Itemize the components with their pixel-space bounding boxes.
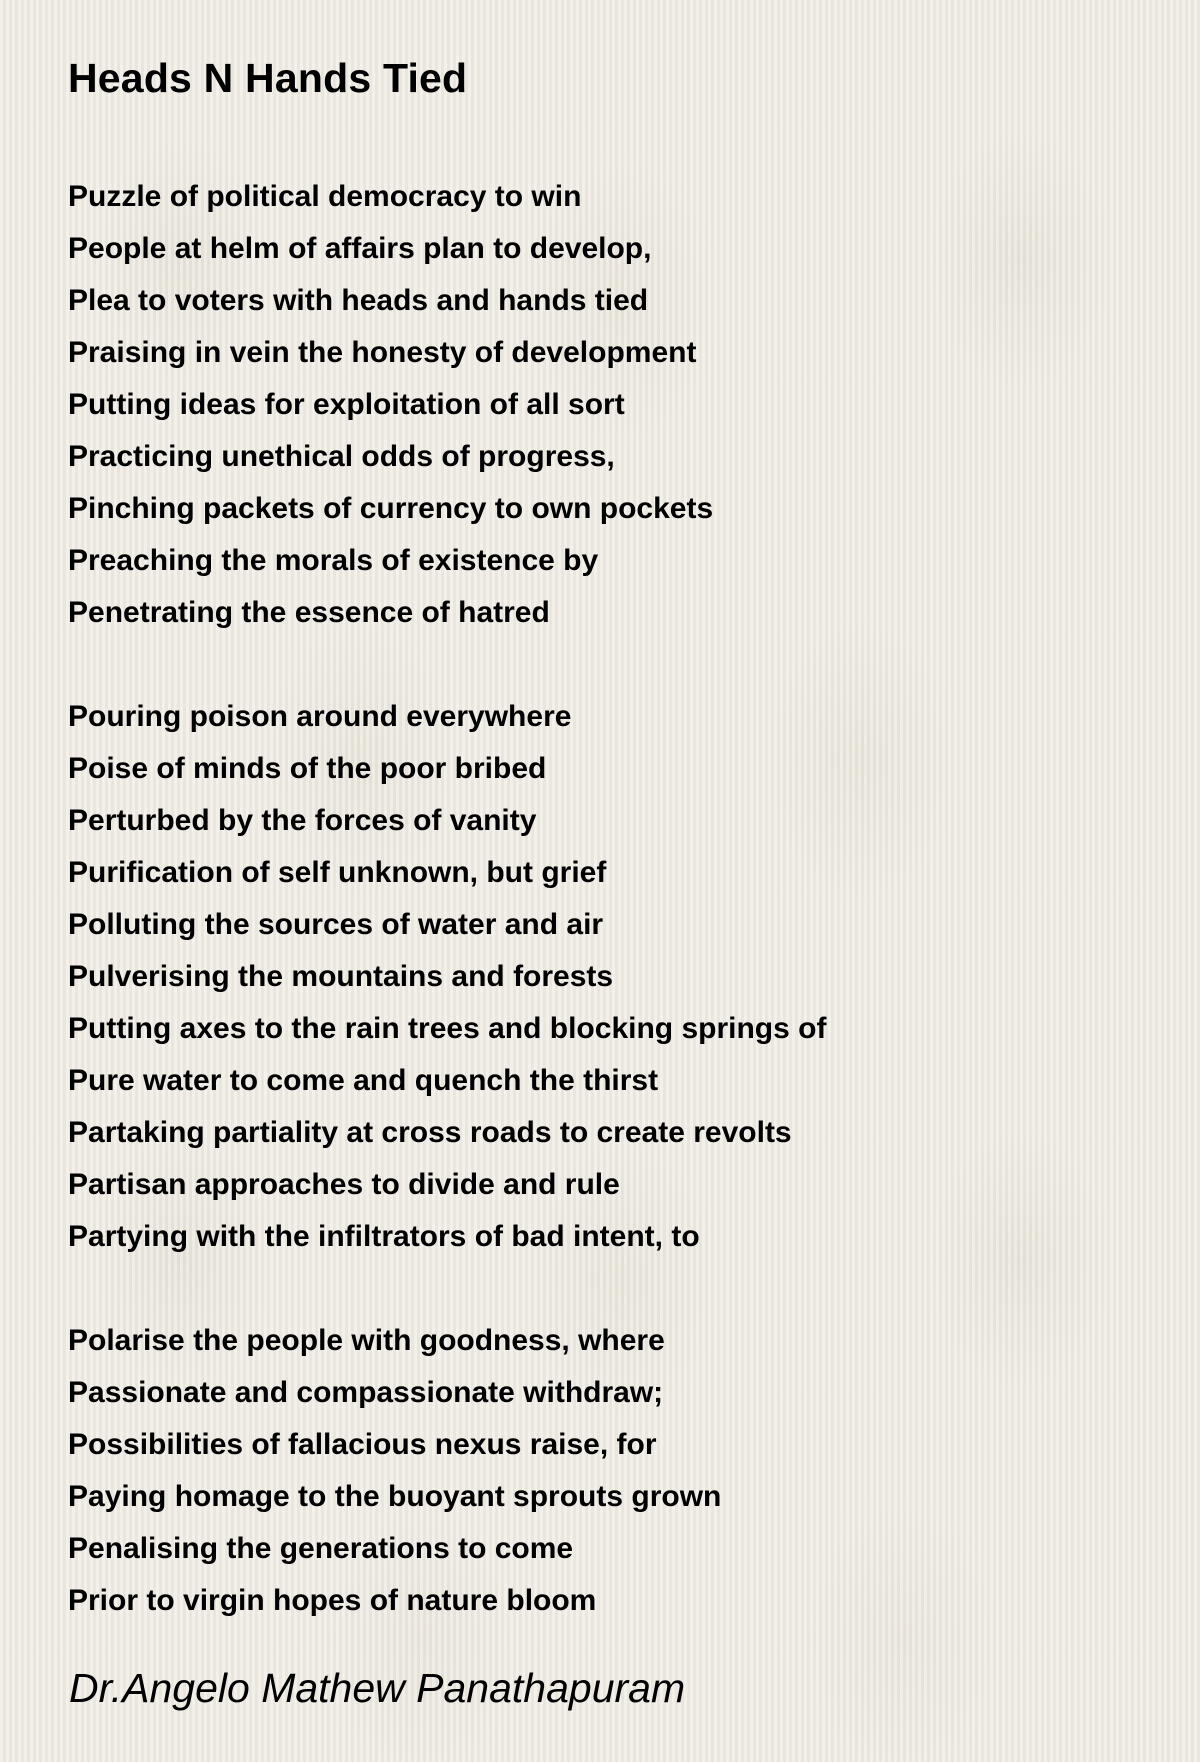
stanza-1 <box>68 180 1148 665</box>
poem-line: Perturbed by the forces of vanity <box>68 804 537 837</box>
poem-line: Practicing unethical odds of progress, <box>68 440 615 473</box>
poem-line: Pure water to come and quench the thirst <box>68 1064 659 1097</box>
poem-line: Partisan approaches to divide and rule <box>68 1168 620 1201</box>
poem-line: Pulverising the mountains and forests <box>68 960 614 993</box>
poem-line: Penetrating the essence of hatred <box>68 596 550 629</box>
poem-line: Paying homage to the buoyant sprouts grown <box>68 1480 722 1513</box>
poem-line: Passionate and compassionate withdraw; <box>68 1376 664 1409</box>
poem-body <box>68 180 1148 1653</box>
poem-line: Pouring poison around everywhere <box>68 700 572 733</box>
poem-line: Putting ideas for exploitation of all sort <box>68 388 625 421</box>
poem-line: People at helm of affairs plan to develop, <box>68 232 652 265</box>
poem-author: Dr.Angelo Mathew Panathapuram <box>69 1665 686 1711</box>
poem-line: Prior to virgin hopes of nature bloom <box>68 1584 597 1617</box>
poem-line: Pinching packets of currency to own pockets <box>68 492 714 525</box>
poem-line: Preaching the morals of existence by <box>68 544 599 577</box>
poem-line: Puzzle of political democracy to win <box>68 180 582 213</box>
poem-line: Putting axes to the rain trees and blocking springs of <box>68 1012 827 1045</box>
poem-line: Polarise the people with goodness, where <box>68 1324 665 1357</box>
poem-line: Possibilities of fallacious nexus raise, for <box>68 1428 657 1461</box>
poem-line: Partaking partiality at cross roads to create revolts <box>68 1116 792 1149</box>
poem-line: Partying with the infiltrators of bad intent, to <box>68 1220 700 1253</box>
poem-line: Penalising the generations to come <box>68 1532 574 1565</box>
poem-line: Poise of minds of the poor bribed <box>68 752 547 785</box>
poem-line: Praising in vein the honesty of development <box>68 336 697 369</box>
poem-line: Purification of self unknown, but grief <box>68 856 607 889</box>
poem-line: Polluting the sources of water and air <box>68 908 604 941</box>
stanza-3 <box>68 1324 1148 1653</box>
poem-line: Plea to voters with heads and hands tied <box>68 284 649 317</box>
poem-title: Heads N Hands Tied <box>68 55 468 101</box>
stanza-2 <box>68 700 1148 1289</box>
poem-page <box>68 50 1148 1653</box>
